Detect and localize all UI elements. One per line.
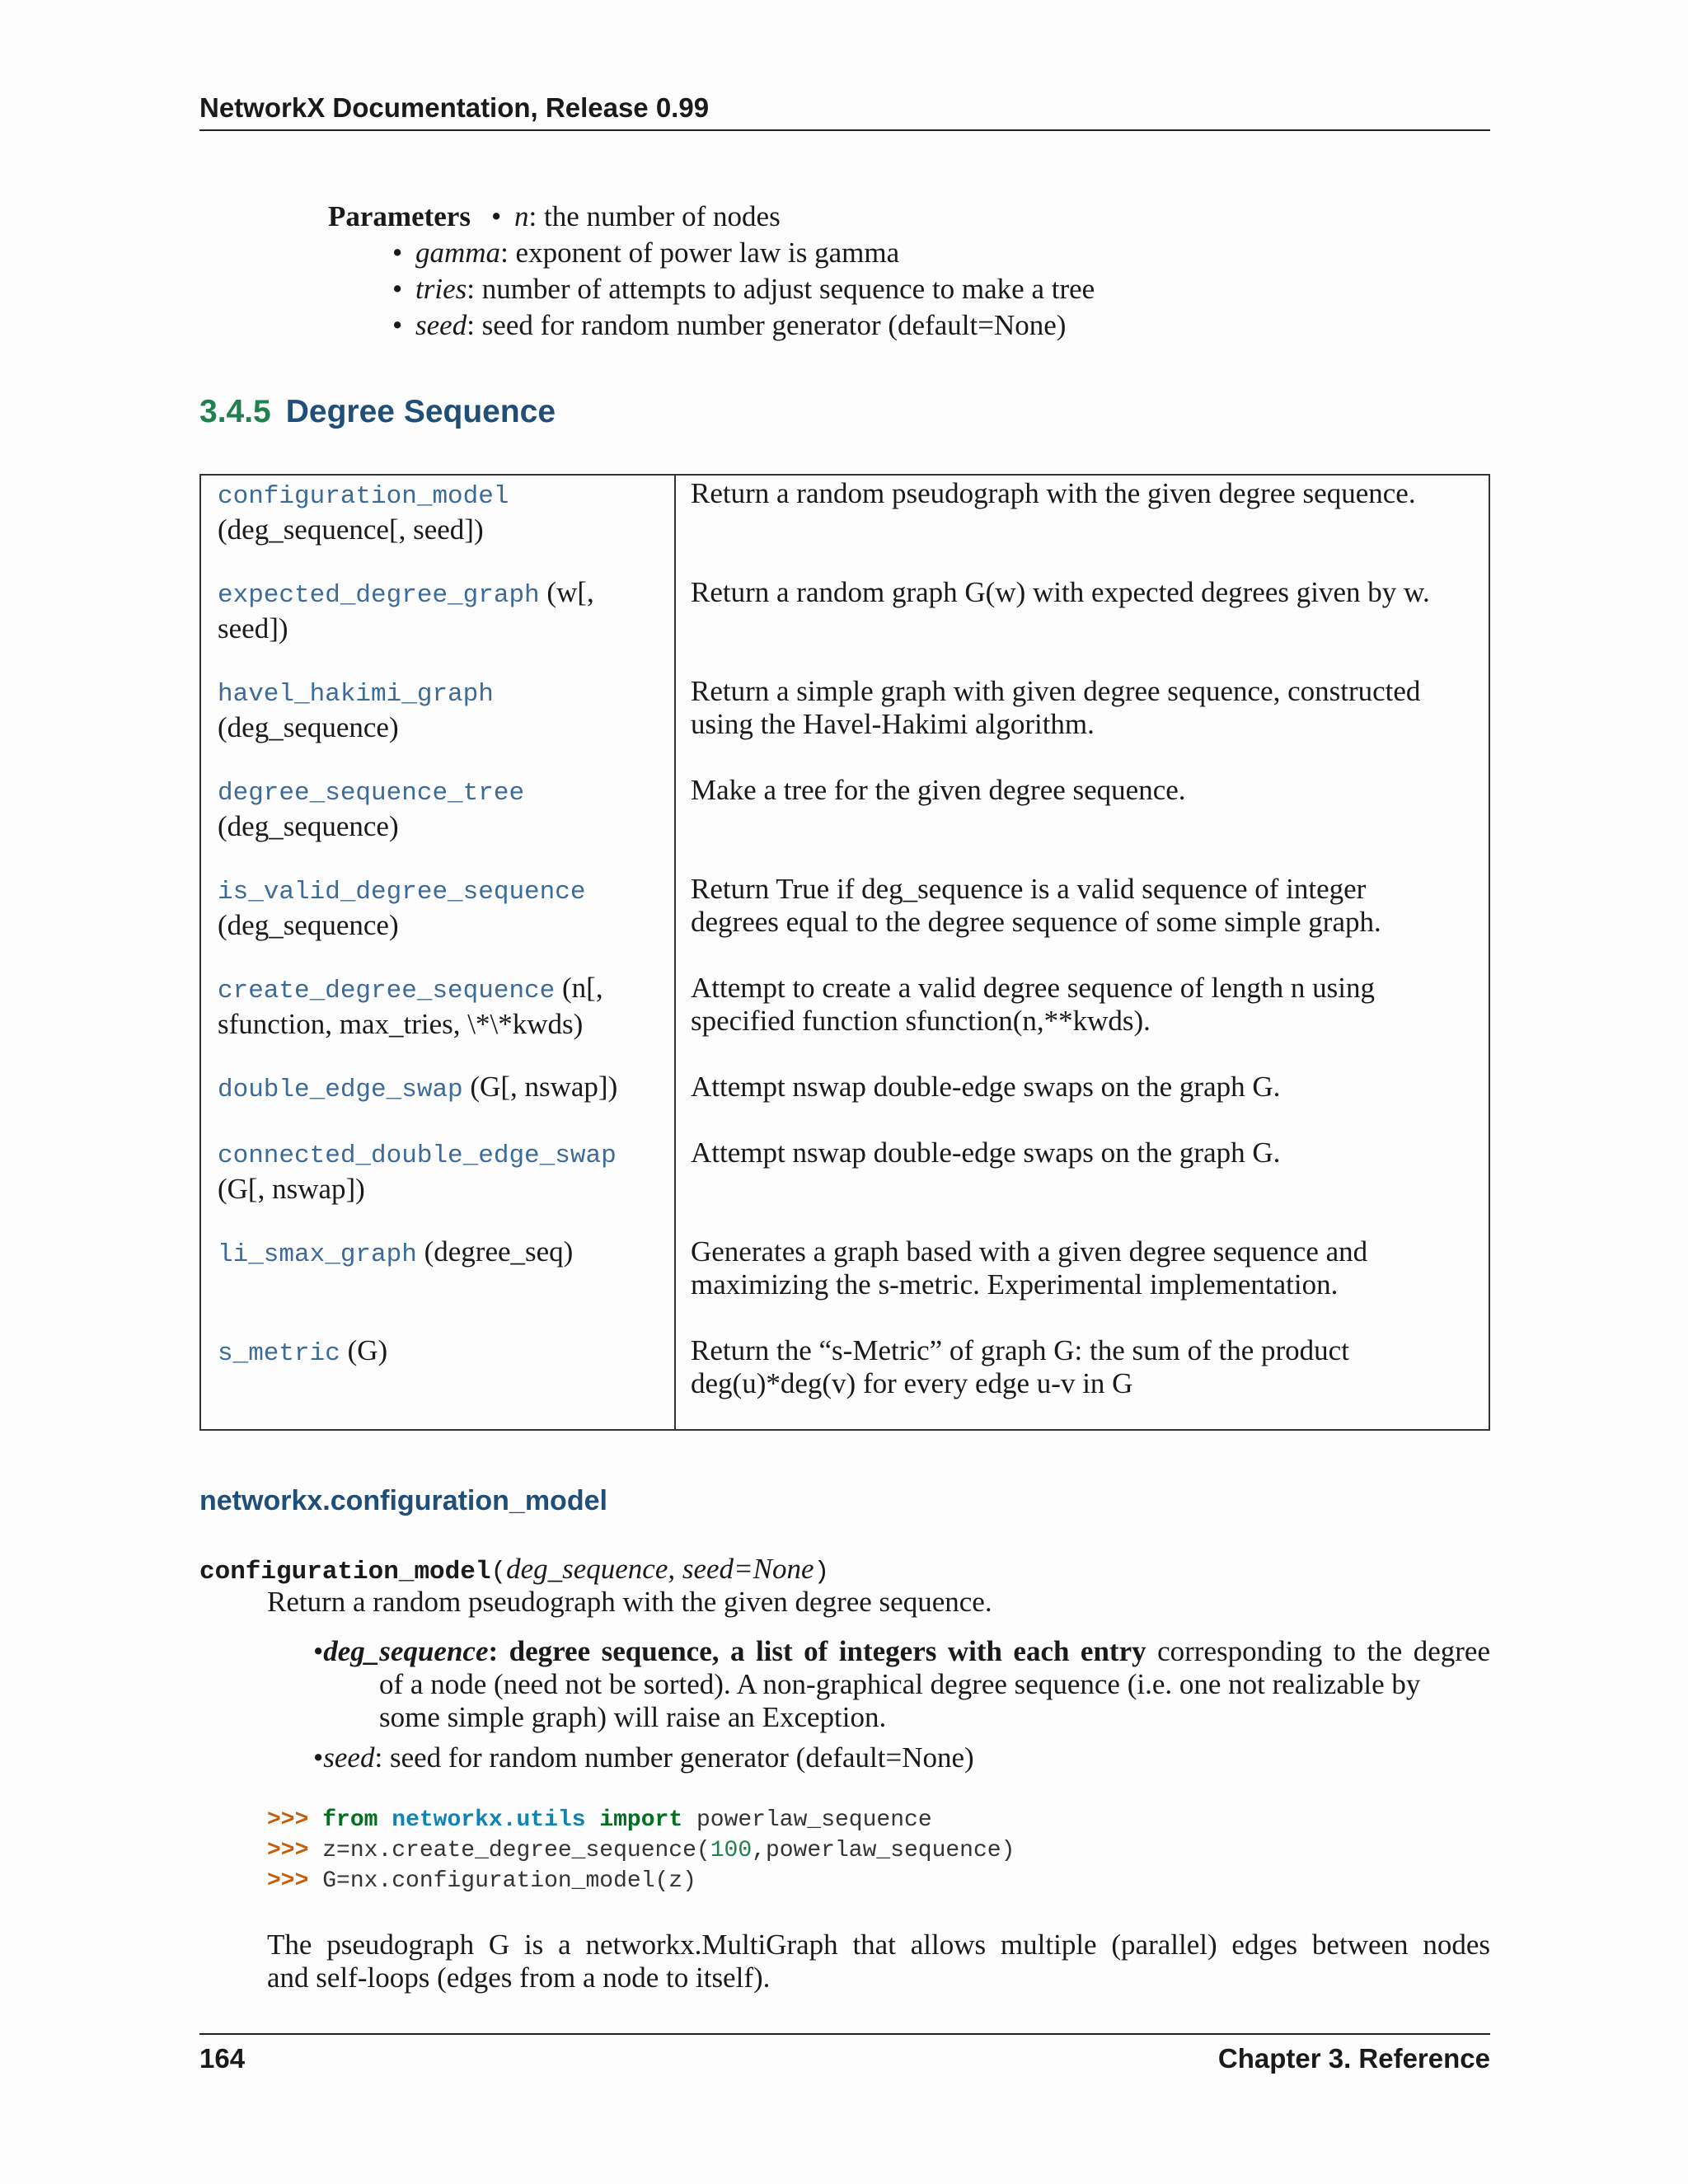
table-cell-description: Generates a graph based with a given degree sequence and maximizing the s-metric. Experimental implementation. <box>691 1235 1368 1301</box>
function-link[interactable]: s_metric <box>218 1339 340 1368</box>
table-cell-function: connected_double_edge_swap (G[, nswap]) <box>218 1141 617 1205</box>
bullet-icon: • <box>392 309 403 341</box>
bullet-icon: • <box>491 200 502 232</box>
table-column-divider <box>674 476 676 1429</box>
table-cell-description: Return the “s-Metric” of graph G: the sum of the product deg(u)*deg(v) for every edge u-v in G <box>691 1334 1349 1399</box>
table-cell-description: Make a tree for the given degree sequence. <box>691 774 1186 806</box>
table-cell-function: havel_hakimi_graph (deg_sequence) <box>218 680 494 743</box>
function-summary-table <box>199 474 1490 1431</box>
parameter-item: • tries: number of attempts to adjust sequence to make a tree <box>392 273 1095 305</box>
function-link[interactable]: expected_degree_graph <box>218 581 540 610</box>
code-example <box>267 1805 1015 1896</box>
param-item-seed: •seed: seed for random number generator (default=None) <box>313 1741 974 1774</box>
chapter-label: Chapter 3. Reference <box>1217 2043 1490 2074</box>
running-header-title: NetworkX Documentation, Release 0.99 <box>199 92 710 123</box>
table-cell-function: degree_sequence_tree (deg_sequence) <box>218 779 525 842</box>
function-link[interactable]: connected_double_edge_swap <box>218 1141 617 1170</box>
code-line: >>> G=nx.configuration_model(z) <box>267 1868 696 1894</box>
section-heading <box>199 394 556 430</box>
table-cell-function: create_degree_sequence (n[, sfunction, max_tries, \*\*kwds) <box>218 972 603 1040</box>
code-line: >>> from networkx.utils import powerlaw_sequence <box>267 1807 932 1833</box>
table-cell-description: Return a simple graph with given degree sequence, constructed using the Havel-Hakimi algorithm. <box>691 675 1421 740</box>
bullet-icon: • <box>392 273 403 305</box>
table-cell-description: Return True if deg_sequence is a valid sequence of integer degrees equal to the degree sequence of some simple graph. <box>691 873 1381 938</box>
bullet-icon: • <box>313 1741 324 1774</box>
table-cell-description: Return a random pseudograph with the given degree sequence. <box>691 477 1416 509</box>
table-cell-function: li_smax_graph (degree_seq) <box>218 1235 574 1269</box>
parameter-item: • seed: seed for random number generator (default=None) <box>392 309 1067 341</box>
page-number: 164 <box>199 2043 246 2074</box>
section-title: Degree Sequence <box>285 394 556 429</box>
table-cell-function: double_edge_swap (G[, nswap]) <box>218 1071 618 1104</box>
table-cell-description: Return a random graph G(w) with expected degrees given by w. <box>691 576 1430 608</box>
parameters-label: Parameters <box>328 200 471 232</box>
table-cell-function: s_metric (G) <box>218 1334 388 1368</box>
function-link[interactable]: havel_hakimi_graph <box>218 680 494 709</box>
parameter-item: • gamma: exponent of power law is gamma <box>392 237 900 269</box>
table-cell-description: Attempt nswap double-edge swaps on the graph G. <box>691 1137 1281 1169</box>
table-cell-description: Attempt nswap double-edge swaps on the graph G. <box>691 1071 1281 1103</box>
footer-rule <box>199 2033 1490 2035</box>
signature-name: configuration_model <box>199 1558 491 1586</box>
function-signature: configuration_model(deg_sequence, seed=None) <box>199 1553 830 1586</box>
bullet-icon: • <box>313 1635 324 1667</box>
function-link[interactable]: double_edge_swap <box>218 1076 463 1104</box>
header-rule <box>199 129 1490 131</box>
subsection-heading: networkx.configuration_model <box>199 1485 607 1516</box>
section-number: 3.4.5 <box>199 394 271 429</box>
table-cell-function: is_valid_degree_sequence (deg_sequence) <box>218 878 586 941</box>
function-link[interactable]: configuration_model <box>218 482 509 511</box>
param-item-deg-sequence: •deg_sequence: degree sequence, a list of integers with each entry corresponding to the degree of a node (need not be sorted). A non-graphical degree sequence (i.e. one not realizable by some simple graph) will raise an Exception. <box>313 1635 1491 1733</box>
signature-params: deg_sequence, seed=None <box>506 1553 814 1585</box>
function-description: Return a random pseudograph with the given degree sequence. <box>267 1586 992 1618</box>
bullet-icon: • <box>392 237 403 269</box>
table-cell-function: expected_degree_graph (w[, seed]) <box>218 576 594 644</box>
function-link[interactable]: li_smax_graph <box>218 1240 417 1269</box>
function-link[interactable]: is_valid_degree_sequence <box>218 878 586 907</box>
table-cell-description: Attempt to create a valid degree sequence of length n using specified function sfunction(n,**kwds). <box>691 972 1375 1037</box>
closing-paragraph: The pseudograph G is a networkx.MultiGraph that allows multiple (parallel) edges between nodes and self-loops (edges from a node to itself). <box>267 1929 1490 1994</box>
parameter-item: • n: the number of nodes <box>491 200 781 232</box>
table-cell-function: configuration_model (deg_sequence[, seed]) <box>218 482 509 546</box>
function-link[interactable]: create_degree_sequence <box>218 977 556 1005</box>
code-line: >>> z=nx.create_degree_sequence(100,powerlaw_sequence) <box>267 1838 1015 1863</box>
function-link[interactable]: degree_sequence_tree <box>218 779 525 808</box>
